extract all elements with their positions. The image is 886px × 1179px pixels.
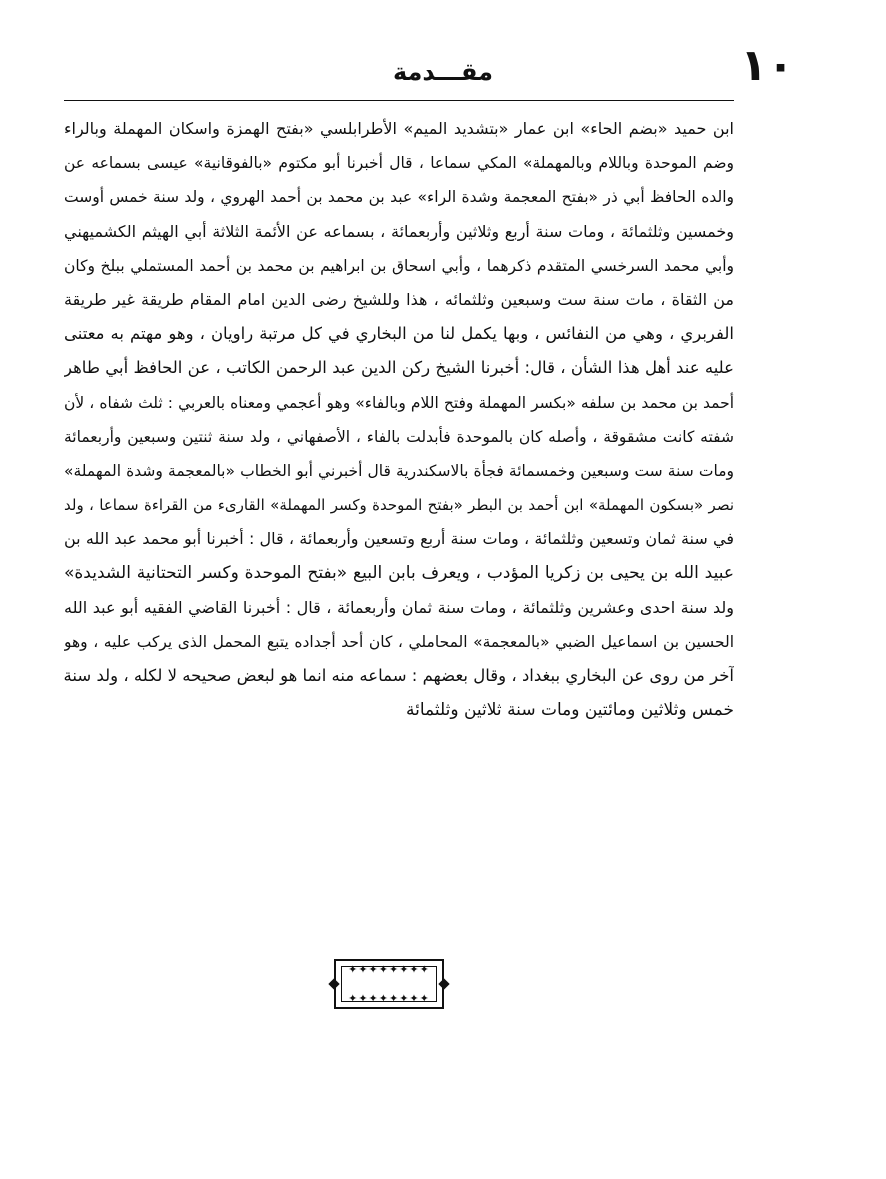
text-line: الفربري ، وهي من النفائس ، وبها يكمل لنا من البخاري في كل مرتبة راويان ، وهو مهتم به معتنى: [64, 324, 734, 344]
text-line: خمس وثلاثين ومائتين ومات سنة ثلاثين وثلثمائة: [406, 700, 734, 721]
ornament-diamond-left: [328, 978, 339, 989]
text-line: نصر «بسكون المهملة» ابن أحمد بن البطر «بفتح الموحدة وكسر المهملة» القارىء من القراءة سماعا ، ولد: [64, 496, 734, 515]
text-line: عليه عند أهل هذا الشأن ، قال: أخبرنا الشيخ ركن الدين عبد الرحمن الكاتب ، عن الحافظ أبي طاهر: [64, 358, 734, 378]
body-text: [64, 112, 734, 727]
ornament-frame: [334, 959, 444, 1009]
text-line: عبيد الله بن يحيى بن زكريا المؤدب ، ويعرف بابن البيع «بفتح الموحدة وكسر التحتانية الشديدة»: [64, 563, 734, 584]
text-line: الحسين بن اسماعيل الضبي «بالمعجمة» المحاملي ، كان أحد أجداده يتبع المحمل الذى يركب عليه ، وهو: [64, 632, 734, 651]
text-line: والده الحافظ أبي ذر «بفتح المعجمة وشدة الراء» عبد بن محمد بن أحمد الهروي ، ولد سنة خمس أوست: [64, 188, 734, 207]
running-title: مقـــدمة: [392, 58, 494, 86]
text-line: ولد سنة احدى وعشرين وثلثمائة ، ومات سنة ثمان وأربعمائة ، قال : أخبرنا القاضي الفقيه أبو عبد الله: [64, 597, 734, 617]
ornament-diamond-right: [438, 978, 449, 989]
text-line: آخر من روى عن البخاري ببغداد ، وقال بعضهم : سماعه منه انما هو لبعض صحيحه لا لكله ، ولد سنة: [64, 666, 734, 685]
text-line: وأبي محمد السرخسي المتقدم ذكرهما ، وأبي اسحاق بن ابراهيم بن محمد بن أحمد المستملي ببلخ وكان: [64, 256, 734, 275]
text-line: وخمسين وثلثمائة ، ومات سنة أربع وثلاثين وأربعمائة ، بسماعه عن الأئمة الثلاثة أبي الهيثم الكشميهني: [64, 221, 734, 241]
text-line: أحمد بن محمد بن سلفه «بكسر المهملة وفتح اللام وبالفاء» وهو أعجمي ومعناه بالعربي : ثلث شفاه ، لأن: [64, 393, 734, 412]
text-line: في سنة ثمان وتسعين وثلثمائة ، ومات سنة أربع وتسعين وأربعمائة ، قال : أخبرنا أبو محمد عبد الله بن: [64, 529, 734, 549]
header-rule: [64, 100, 734, 101]
text-line: ابن حميد «بضم الحاء» ابن عمار «بتشديد الميم» الأطرابلسي «بفتح الهمزة واسكان المهملة وبالراء: [64, 119, 734, 138]
text-line: من الثقاة ، مات سنة ست وسبعين وثلثمائه ، هذا وللشيخ رضى الدين امام المقام طريقة غير طريقة: [64, 289, 734, 309]
text-line: ومات سنة ست وسبعين وخمسمائة فجأة بالاسكندرية قال أخبرني أبو الخطاب «بالمعجمة وشدة المهملة»: [64, 461, 734, 480]
text-line: شفته كانت مشقوقة ، وأصله كان بالموحدة فأبدلت بالفاء ، الأصفهاني ، ولد سنة ثنتين وسبعين وأربعمائة: [64, 427, 734, 446]
ornament-stars-bottom: ✦✦✦✦✦✦✦✦: [348, 992, 430, 1005]
text-line: وضم الموحدة وباللام وبالمهملة» المكي سماعا ، قال أخبرنا أبو مكتوم «بالفوقانية» عيسى بسماعه عن: [64, 154, 734, 173]
ornament-stars-top: ✦✦✦✦✦✦✦✦: [348, 963, 430, 976]
page-number: ١٠: [740, 40, 794, 91]
